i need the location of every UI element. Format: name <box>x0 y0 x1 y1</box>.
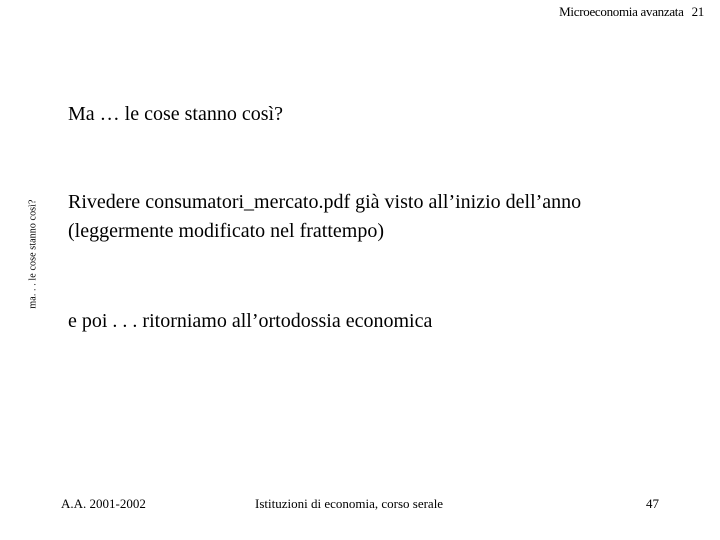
header-course-title: Microeconomia avanzata <box>559 4 684 19</box>
footer-academic-year: A.A. 2001-2002 <box>61 496 146 511</box>
header-slide-number: 21 <box>691 4 704 19</box>
vertical-side-label: ma. . . le cose stanno così? <box>27 199 39 309</box>
slide-title: Ma … le cose stanno così? <box>68 103 283 125</box>
slide-body <box>68 188 688 336</box>
slide-header <box>559 4 704 20</box>
footer-page-number: 47 <box>646 496 659 511</box>
footer-course-name: Istituzioni di economia, corso serale <box>255 496 444 511</box>
body-paragraph-orthodoxy: e poi . . . ritorniamo all’ortodossia economica <box>68 310 433 332</box>
body-paragraph-review: Rivedere consumatori_mercato.pdf già visto all’inizio dell’anno (leggermente modificato nel frattempo) <box>68 191 582 242</box>
